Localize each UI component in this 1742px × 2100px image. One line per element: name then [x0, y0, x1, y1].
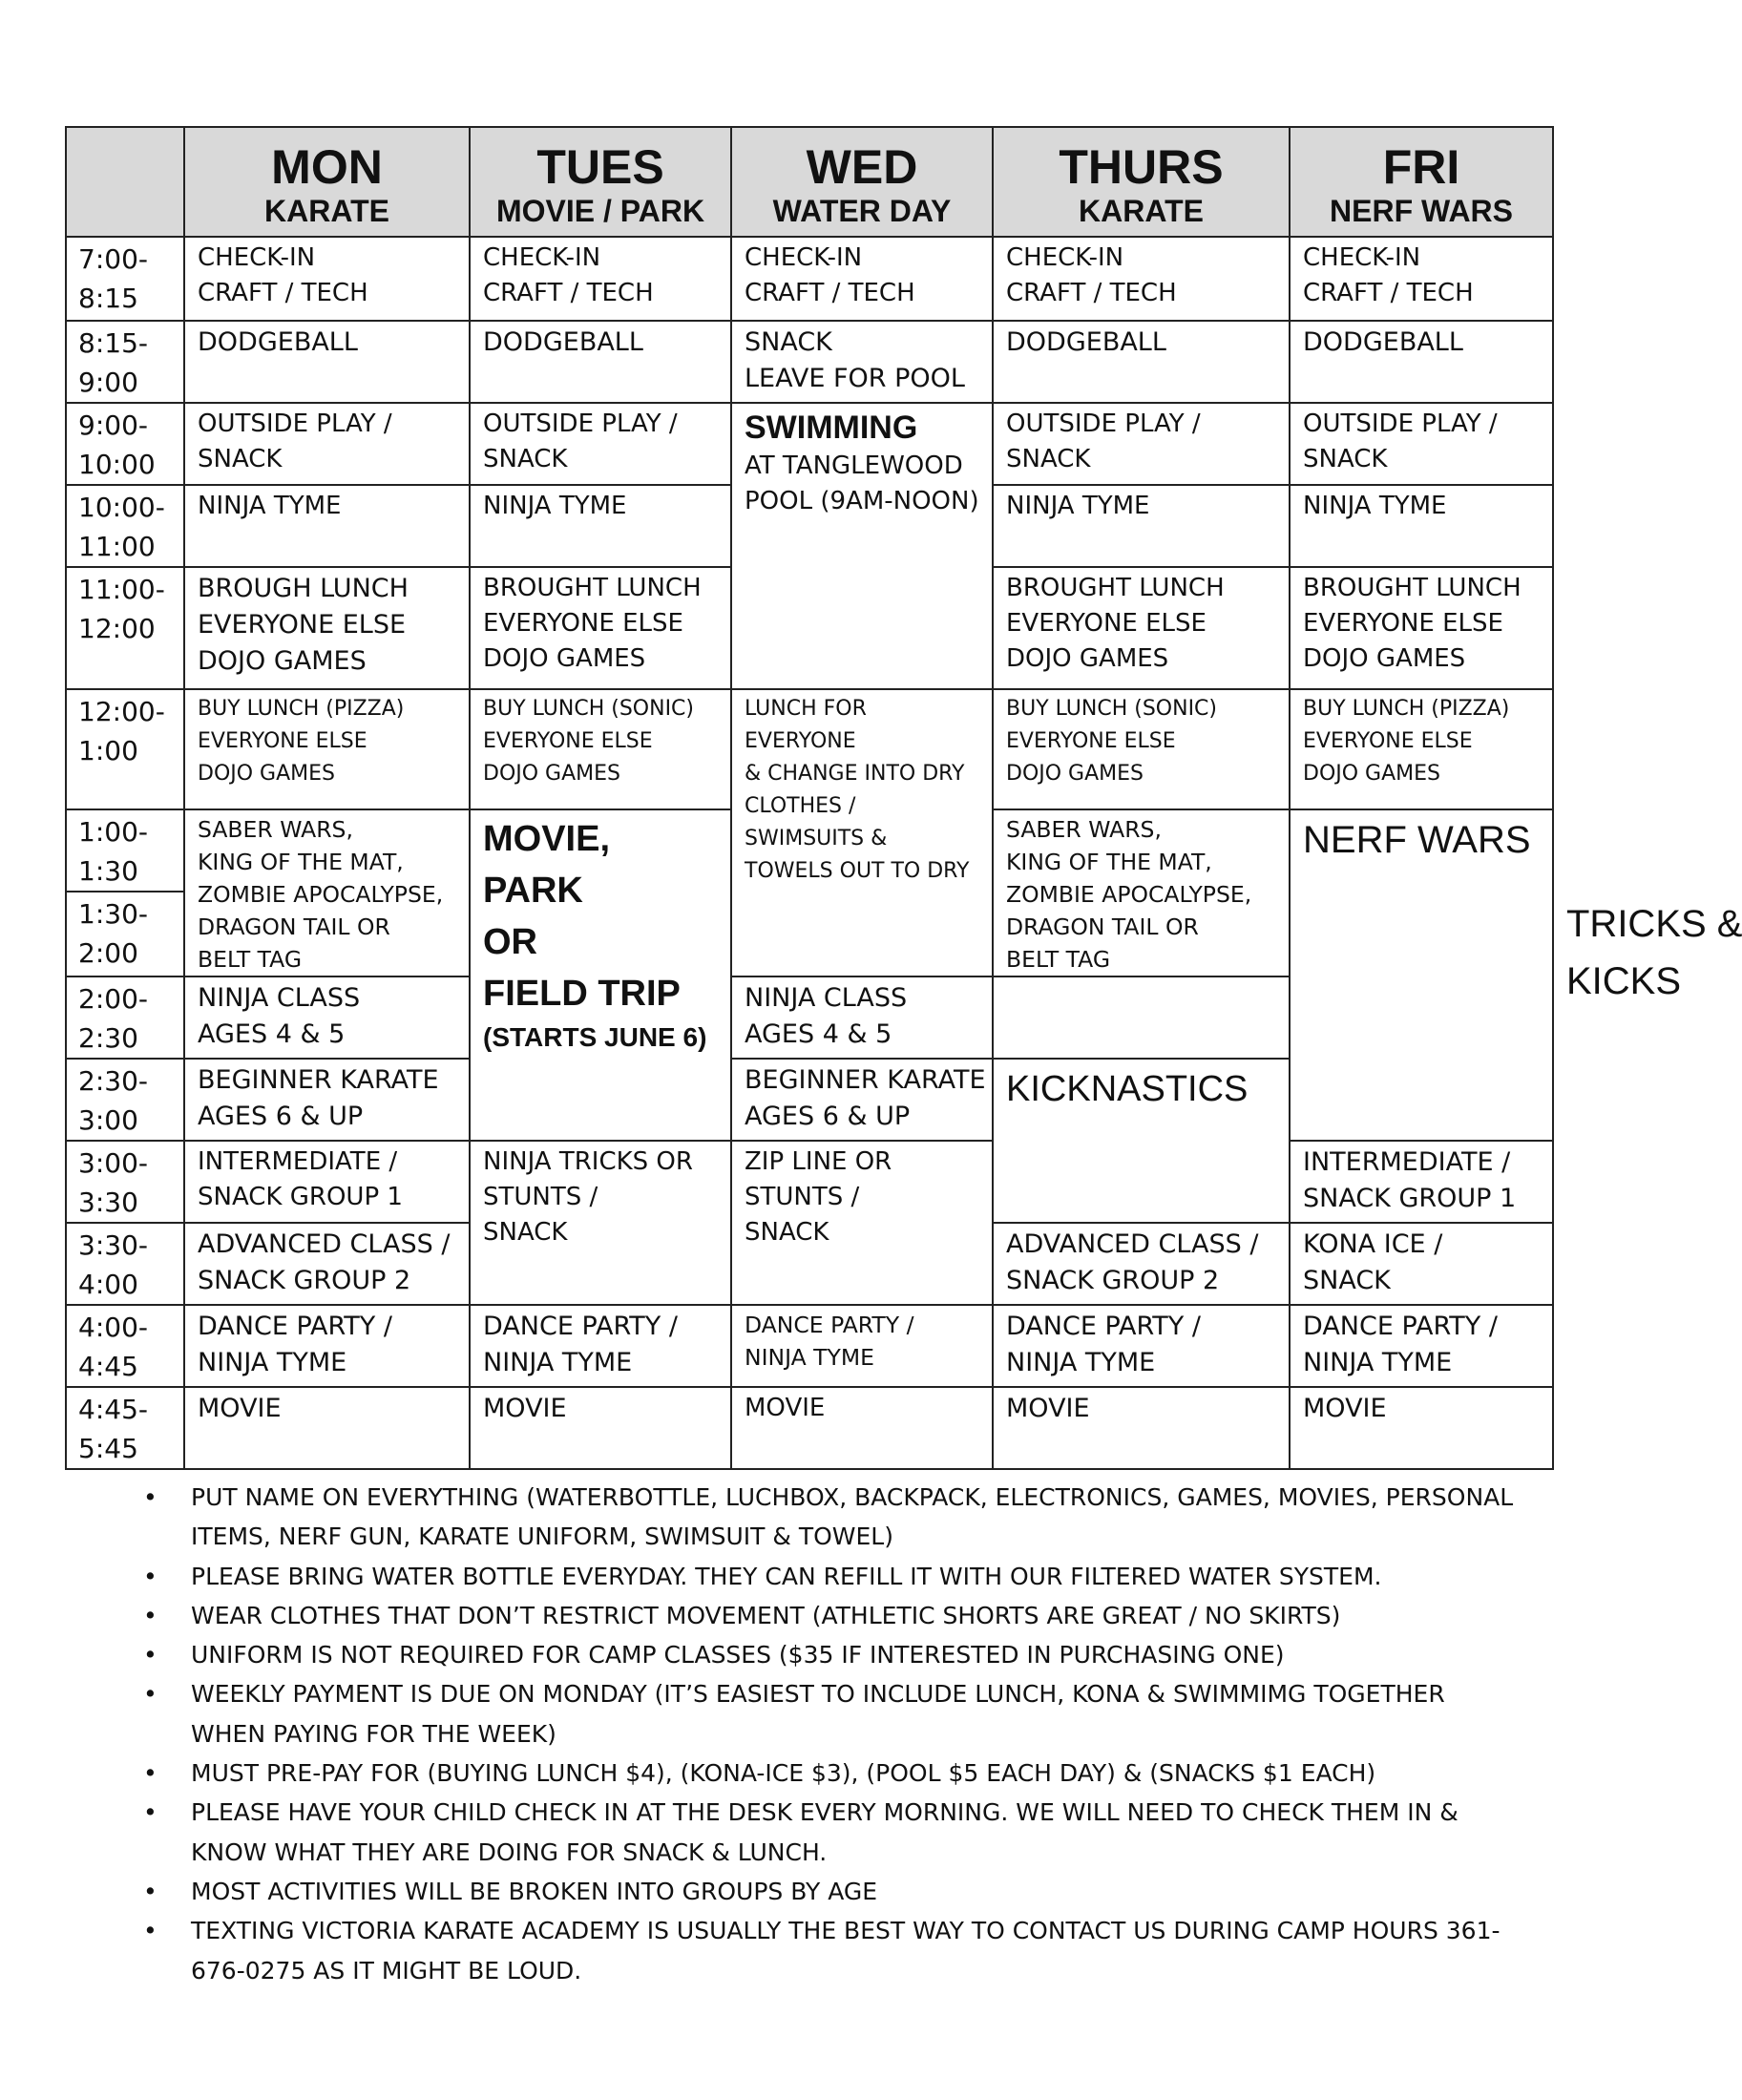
- cell-tue-stunts: [470, 1141, 731, 1305]
- cell-text: ADVANCED CLASS /: [1006, 1229, 1259, 1259]
- time-cell: [66, 1387, 184, 1469]
- cell-text: BELT TAG: [198, 946, 303, 973]
- corner-cell: [66, 127, 184, 237]
- time-start: 2:00-: [78, 983, 148, 1015]
- time-start: 3:30-: [78, 1229, 148, 1261]
- cell-fri-dance: [1290, 1305, 1553, 1387]
- cell-text: PARK: [483, 871, 583, 911]
- time-start: 11:00-: [78, 574, 165, 605]
- cell-tue-buylunch: [470, 689, 731, 809]
- cell-text: AGES 4 & 5: [745, 1019, 892, 1049]
- cell-text: DRAGON TAIL OR: [198, 914, 390, 940]
- table-row: 1:30- 2:00 TRICKS & KICKS: [66, 892, 1553, 976]
- cell-text: CRAFT / TECH: [198, 279, 368, 307]
- cell-text: INTERMEDIATE /: [1303, 1147, 1511, 1177]
- day-theme: KARATE: [1079, 193, 1204, 228]
- day-name: FRI: [1382, 139, 1460, 194]
- day-theme: MOVIE / PARK: [495, 193, 705, 228]
- cell-text: SNACK: [483, 445, 568, 473]
- note-text: WHEN PAYING FOR THE WEEK): [191, 1719, 556, 1748]
- note-text: MUST PRE-PAY FOR (BUYING LUNCH $4), (KONA-ICE $3), (POOL $5 EACH DAY) & (SNACKS $1 EACH): [191, 1759, 1376, 1788]
- cell-text: DOJO GAMES: [483, 762, 620, 786]
- cell-fri-outside: [1290, 403, 1553, 485]
- list-item: [143, 1754, 1518, 1793]
- cell-text: LUNCH FOR: [745, 697, 867, 721]
- cell-text: & CHANGE INTO DRY: [745, 762, 965, 786]
- cell-mon-movie: [184, 1387, 470, 1469]
- cell-text: EVERYONE ELSE: [198, 729, 367, 753]
- time-end: 3:00: [78, 1104, 138, 1136]
- cell-text: BUY LUNCH (SONIC): [1006, 697, 1217, 721]
- cell-text: POOL (9AM-NOON): [745, 487, 979, 515]
- cell-mon-ninjaclass: [184, 976, 470, 1059]
- cell-wed-checkin: [731, 237, 993, 321]
- cell-text: CHECK-IN: [1303, 243, 1421, 272]
- cell-text: SABER WARS,: [1006, 816, 1162, 843]
- cell-fri-buylunch: [1290, 689, 1553, 809]
- cell-text: NINJA TYME: [1303, 492, 1447, 520]
- cell-thu-outside: [993, 403, 1290, 485]
- note-text: WEEKLY PAYMENT IS DUE ON MONDAY (IT’S EASIEST TO INCLUDE LUNCH, KONA & SWIMMIMG TOGETHER: [191, 1680, 1445, 1709]
- cell-mon-dance: [184, 1305, 470, 1387]
- time-cell: [66, 1141, 184, 1223]
- time-start: 1:30-: [78, 898, 148, 930]
- cell-text: DODGEBALL: [198, 327, 358, 357]
- day-header-wed: [731, 127, 993, 237]
- time-end: 10:00: [78, 449, 156, 480]
- cell-thu-advanced: [993, 1223, 1290, 1305]
- cell-text: EVERYONE ELSE: [198, 610, 407, 640]
- cell-fri-dodgeball: [1290, 321, 1553, 403]
- cell-text: STUNTS /: [745, 1183, 860, 1211]
- cell-text: OUTSIDE PLAY /: [1006, 410, 1201, 438]
- cell-text: DANCE PARTY /: [198, 1312, 392, 1341]
- cell-text: CHECK-IN: [745, 243, 863, 272]
- cell-text: EVERYONE ELSE: [483, 609, 683, 638]
- time-cell: [66, 689, 184, 809]
- day-name: MON: [271, 139, 383, 194]
- cell-text: SNACK GROUP 1: [198, 1183, 403, 1211]
- cell-text: NERF WARS: [1303, 819, 1531, 861]
- cell-tue-ninja: [470, 485, 731, 567]
- cell-text: MOVIE: [1303, 1394, 1387, 1423]
- cell-text: NINJA CLASS: [745, 983, 908, 1013]
- list-item: [143, 1557, 1518, 1596]
- cell-text: KING OF THE MAT,: [1006, 849, 1212, 875]
- cell-text: CRAFT / TECH: [1006, 279, 1177, 307]
- cell-text: DANCE PARTY /: [483, 1312, 678, 1341]
- day-name: TUES: [536, 139, 664, 194]
- cell-mon-buylunch: [184, 689, 470, 809]
- cell-text: NINJA TYME: [745, 1344, 874, 1371]
- table-row: [66, 1305, 1553, 1387]
- cell-text: CHECK-IN: [198, 243, 316, 272]
- cell-text: SNACK: [1006, 445, 1091, 473]
- cell-fri-lunch: [1290, 567, 1553, 689]
- cell-text: NINJA CLASS: [198, 983, 361, 1013]
- cell-thu-lunch: [993, 567, 1290, 689]
- cell-text: EVERYONE ELSE: [1303, 609, 1503, 638]
- cell-wed-dance: [731, 1305, 993, 1387]
- cell-fri-kicknastics: [993, 1059, 1290, 1223]
- list-item: [143, 1635, 1518, 1674]
- cell-text: ZOMBIE APOCALYPSE,: [1006, 881, 1252, 908]
- day-theme: NERF WARS: [1330, 193, 1513, 228]
- time-cell: [66, 237, 184, 321]
- table-row: [66, 403, 1553, 485]
- cell-mon-outside: [184, 403, 470, 485]
- day-name: WED: [806, 139, 918, 194]
- cell-thu-intermediate: [1290, 1141, 1553, 1223]
- cell-text: CRAFT / TECH: [1303, 279, 1474, 307]
- time-start: 1:00-: [78, 816, 148, 848]
- cell-text: KICKNASTICS: [1006, 1069, 1249, 1109]
- table-row: [66, 1387, 1553, 1469]
- note-text: UNIFORM IS NOT REQUIRED FOR CAMP CLASSES ($35 IF INTERESTED IN PURCHASING ONE): [191, 1641, 1285, 1670]
- time-end: 4:45: [78, 1351, 138, 1382]
- time-end: 8:15: [78, 283, 138, 314]
- cell-text: MOVIE,: [483, 819, 611, 859]
- time-end: 3:30: [78, 1186, 138, 1218]
- time-end: 4:00: [78, 1269, 138, 1300]
- cell-text: EVERYONE ELSE: [1006, 729, 1176, 753]
- time-end: 1:30: [78, 855, 138, 887]
- cell-thu-ninja: [993, 485, 1290, 567]
- cell-text: NINJA TYME: [198, 492, 342, 520]
- cell-text: TOWELS OUT TO DRY: [745, 859, 970, 883]
- cell-wed-movie: [731, 1387, 993, 1469]
- cell-text: KING OF THE MAT,: [198, 849, 404, 875]
- cell-text: STUNTS /: [483, 1183, 598, 1211]
- note-text: KNOW WHAT THEY ARE DOING FOR SNACK & LUNCH.: [191, 1838, 828, 1866]
- cell-text: DOJO GAMES: [1006, 644, 1169, 673]
- cell-text: AGES 6 & UP: [198, 1102, 364, 1131]
- time-start: 8:15-: [78, 327, 148, 359]
- notes-list: [143, 1478, 1518, 1990]
- cell-thu-dodgeball: [993, 321, 1290, 403]
- cell-text: CLOTHES /: [745, 794, 856, 818]
- cell-text: DANCE PARTY /: [745, 1312, 914, 1338]
- cell-text: SWIMMING: [745, 410, 918, 446]
- cell-mon-advanced: [184, 1223, 470, 1305]
- cell-text: FIELD TRIP: [483, 974, 681, 1014]
- cell-text: OUTSIDE PLAY /: [1303, 410, 1498, 438]
- cell-text: AGES 4 & 5: [198, 1019, 346, 1049]
- cell-text: BUY LUNCH (SONIC): [483, 697, 694, 721]
- time-end: 5:45: [78, 1433, 138, 1464]
- cell-tue-movie: [470, 1387, 731, 1469]
- cell-tue-trip: [470, 809, 731, 1141]
- cell-text: SNACK GROUP 2: [198, 1266, 411, 1295]
- header-row: [66, 127, 1553, 237]
- cell-fri-movie: [1290, 1387, 1553, 1469]
- cell-text: NINJA TYME: [483, 492, 627, 520]
- note-text: ITEMS, NERF GUN, KARATE UNIFORM, SWIMSUIT & TOWEL): [191, 1522, 893, 1551]
- cell-text: NINJA TYME: [1303, 1348, 1453, 1377]
- bullet-icon: •: [143, 1680, 157, 1709]
- cell-text: NINJA TYME: [483, 1348, 633, 1377]
- time-start: 2:30-: [78, 1065, 148, 1097]
- cell-text: MOVIE: [745, 1394, 826, 1422]
- time-end: 12:00: [78, 613, 156, 644]
- cell-text: INTERMEDIATE /: [198, 1147, 398, 1176]
- cell-text: NINJA TYME: [1006, 492, 1150, 520]
- cell-text: NINJA TYME: [1006, 1348, 1156, 1377]
- cell-text: CHECK-IN: [1006, 243, 1124, 272]
- bullet-icon: •: [143, 1877, 157, 1905]
- note-text: 676-0275 AS IT MIGHT BE LOUD.: [191, 1956, 582, 1984]
- cell-thu-games: [993, 809, 1290, 976]
- note-text: PUT NAME ON EVERYTHING (WATERBOTTLE, LUCHBOX, BACKPACK, ELECTRONICS, GAMES, MOVIES, PERSONAL: [191, 1483, 1514, 1511]
- cell-text: SABER WARS,: [198, 816, 353, 843]
- time-start: 4:45-: [78, 1394, 148, 1425]
- cell-text: AGES 6 & UP: [745, 1102, 911, 1131]
- bullet-icon: •: [143, 1601, 157, 1629]
- cell-mon-checkin: [184, 237, 470, 321]
- cell-text: DODGEBALL: [1006, 327, 1166, 357]
- cell-text: LEAVE FOR POOL: [745, 364, 965, 393]
- note-text: PLEASE BRING WATER BOTTLE EVERYDAY. THEY CAN REFILL IT WITH OUR FILTERED WATER SYSTEM.: [191, 1562, 1382, 1590]
- time-end: 2:30: [78, 1022, 138, 1054]
- note-text: WEAR CLOTHES THAT DON’T RESTRICT MOVEMENT (ATHLETIC SHORTS ARE GREAT / NO SKIRTS): [191, 1601, 1341, 1629]
- cell-text: ADVANCED CLASS /: [198, 1229, 451, 1259]
- note-text: MOST ACTIVITIES WILL BE BROKEN INTO GROUPS BY AGE: [191, 1877, 878, 1905]
- bullet-icon: •: [143, 1562, 157, 1590]
- cell-tue-dance: [470, 1305, 731, 1387]
- cell-text: DOJO GAMES: [1303, 644, 1466, 673]
- list-item: [143, 1478, 1518, 1557]
- cell-text: SNACK: [745, 1218, 829, 1247]
- cell-wed-zipline: [731, 1141, 993, 1305]
- time-cell: [66, 403, 184, 485]
- day-theme: WATER DAY: [772, 193, 952, 228]
- time-cell: [66, 485, 184, 567]
- cell-text: MOVIE: [198, 1394, 282, 1423]
- cell-mon-beginner: [184, 1059, 470, 1141]
- cell-text: DOJO GAMES: [198, 646, 367, 676]
- cell-text: SNACK: [1303, 1266, 1391, 1295]
- cell-thu-movie: [993, 1387, 1290, 1469]
- table-row: [66, 237, 1553, 321]
- day-header-mon: [184, 127, 470, 237]
- bullet-icon: •: [143, 1798, 157, 1827]
- cell-tue-checkin: [470, 237, 731, 321]
- cell-wed-swimming: [731, 403, 993, 689]
- cell-text: NINJA TYME: [198, 1348, 347, 1377]
- cell-fri-nerf: [1290, 809, 1553, 1141]
- cell-text: BELT TAG: [1006, 946, 1111, 973]
- cell-mon-games: [184, 809, 470, 976]
- day-header-fri: [1290, 127, 1553, 237]
- bullet-icon: •: [143, 1641, 157, 1670]
- cell-text: AT TANGLEWOOD: [745, 452, 963, 480]
- time-start: 7:00-: [78, 243, 148, 275]
- time-cell: [66, 1059, 184, 1141]
- cell-text: ZOMBIE APOCALYPSE,: [198, 881, 444, 908]
- list-item: [143, 1793, 1518, 1872]
- cell-text: DRAGON TAIL OR: [1006, 914, 1199, 940]
- time-end: 9:00: [78, 367, 138, 398]
- list-item: [143, 1596, 1518, 1635]
- time-start: 4:00-: [78, 1312, 148, 1343]
- cell-thu-checkin: [993, 237, 1290, 321]
- time-cell: [66, 567, 184, 689]
- cell-text: CHECK-IN: [483, 243, 601, 272]
- cell-text: OR: [483, 922, 537, 962]
- cell-text: SWIMSUITS &: [745, 827, 888, 850]
- cell-text: ZIP LINE OR: [745, 1147, 892, 1176]
- bullet-icon: •: [143, 1917, 157, 1945]
- day-header-tue: [470, 127, 731, 237]
- time-cell: [66, 892, 184, 976]
- time-start: 3:00-: [78, 1147, 148, 1179]
- cell-text: BROUGHT LUNCH: [1006, 574, 1225, 602]
- time-cell: [66, 1305, 184, 1387]
- cell-text: DODGEBALL: [483, 327, 643, 357]
- cell-fri-checkin: [1290, 237, 1553, 321]
- cell-text: BUY LUNCH (PIZZA): [1303, 697, 1510, 721]
- cell-tue-dodgeball: [470, 321, 731, 403]
- cell-text: DOJO GAMES: [483, 644, 646, 673]
- day-theme: KARATE: [264, 193, 389, 228]
- cell-thu-buylunch: [993, 689, 1290, 809]
- cell-text: NINJA TRICKS OR: [483, 1147, 693, 1176]
- cell-fri-ninja: [1290, 485, 1553, 567]
- day-header-thu: [993, 127, 1290, 237]
- cell-text: SNACK GROUP 1: [1303, 1184, 1517, 1213]
- cell-text: DOJO GAMES: [1006, 762, 1144, 786]
- cell-text: KONA ICE /: [1303, 1229, 1443, 1259]
- cell-text: SNACK GROUP 2: [1006, 1266, 1220, 1295]
- bullet-icon: •: [143, 1759, 157, 1788]
- cell-text: MOVIE: [1006, 1394, 1090, 1423]
- time-cell: [66, 321, 184, 403]
- cell-text: DOJO GAMES: [198, 762, 335, 786]
- cell-mon-dodgeball: [184, 321, 470, 403]
- cell-text: DOJO GAMES: [1303, 762, 1440, 786]
- cell-text: EVERYONE: [745, 729, 856, 753]
- cell-thu-beginner: [731, 1059, 993, 1141]
- cell-wed-lunch: [731, 689, 993, 976]
- time-end: 1:00: [78, 735, 138, 766]
- cell-wed-pool: [731, 321, 993, 403]
- cell-text: BUY LUNCH (PIZZA): [198, 697, 405, 721]
- bullet-icon: •: [143, 1483, 157, 1511]
- cell-text: BROUGHT LUNCH: [1303, 574, 1522, 602]
- cell-text: SNACK: [198, 445, 283, 473]
- note-text: PLEASE HAVE YOUR CHILD CHECK IN AT THE DESK EVERY MORNING. WE WILL NEED TO CHECK THEM IN &: [191, 1798, 1459, 1827]
- cell-text: EVERYONE ELSE: [1006, 609, 1207, 638]
- cell-text: OUTSIDE PLAY /: [198, 410, 392, 438]
- time-start: 9:00-: [78, 410, 148, 441]
- list-item: [143, 1674, 1518, 1754]
- cell-text: SNACK: [483, 1218, 568, 1247]
- table-row: [66, 321, 1553, 403]
- cell-mon-ninja: [184, 485, 470, 567]
- cell-fri-kona: [1290, 1223, 1553, 1305]
- cell-text: MOVIE: [483, 1394, 567, 1423]
- time-end: 11:00: [78, 531, 156, 562]
- time-start: 12:00-: [78, 696, 165, 727]
- day-name: THURS: [1059, 139, 1224, 194]
- cell-text: BROUGH LUNCH: [198, 574, 409, 603]
- note-text: TEXTING VICTORIA KARATE ACADEMY IS USUALLY THE BEST WAY TO CONTACT US DURING CAMP HOURS 361-: [191, 1917, 1501, 1945]
- cell-text: OUTSIDE PLAY /: [483, 410, 678, 438]
- cell-text: EVERYONE ELSE: [483, 729, 653, 753]
- cell-mon-intermediate: [184, 1141, 470, 1223]
- time-cell: [66, 1223, 184, 1305]
- cell-mon-lunch: [184, 567, 470, 689]
- cell-text: (STARTS JUNE 6): [483, 1022, 707, 1052]
- cell-text: SNACK: [1303, 445, 1388, 473]
- cell-tue-lunch: [470, 567, 731, 689]
- time-end: 2:00: [78, 937, 138, 969]
- cell-tue-outside: [470, 403, 731, 485]
- list-item: [143, 1911, 1518, 1990]
- cell-text: DANCE PARTY /: [1303, 1312, 1498, 1341]
- cell-text: EVERYONE ELSE: [1303, 729, 1473, 753]
- cell-text: BEGINNER KARATE: [198, 1065, 439, 1095]
- time-cell: [66, 976, 184, 1059]
- cell-text: DANCE PARTY /: [1006, 1312, 1201, 1341]
- table-row: [66, 1141, 1553, 1223]
- cell-text: SNACK: [745, 327, 832, 357]
- cell-thu-ninjaclass: [731, 976, 993, 1059]
- time-cell: [66, 809, 184, 892]
- table-row: [66, 689, 1553, 809]
- cell-text: DODGEBALL: [1303, 327, 1463, 357]
- time-start: 10:00-: [78, 492, 165, 523]
- cell-text: BEGINNER KARATE: [745, 1065, 986, 1095]
- list-item: [143, 1872, 1518, 1911]
- cell-text: CRAFT / TECH: [483, 279, 654, 307]
- cell-text: BROUGHT LUNCH: [483, 574, 702, 602]
- cell-thu-dance: [993, 1305, 1290, 1387]
- schedule-table: [65, 126, 1742, 1470]
- cell-text: CRAFT / TECH: [745, 279, 915, 307]
